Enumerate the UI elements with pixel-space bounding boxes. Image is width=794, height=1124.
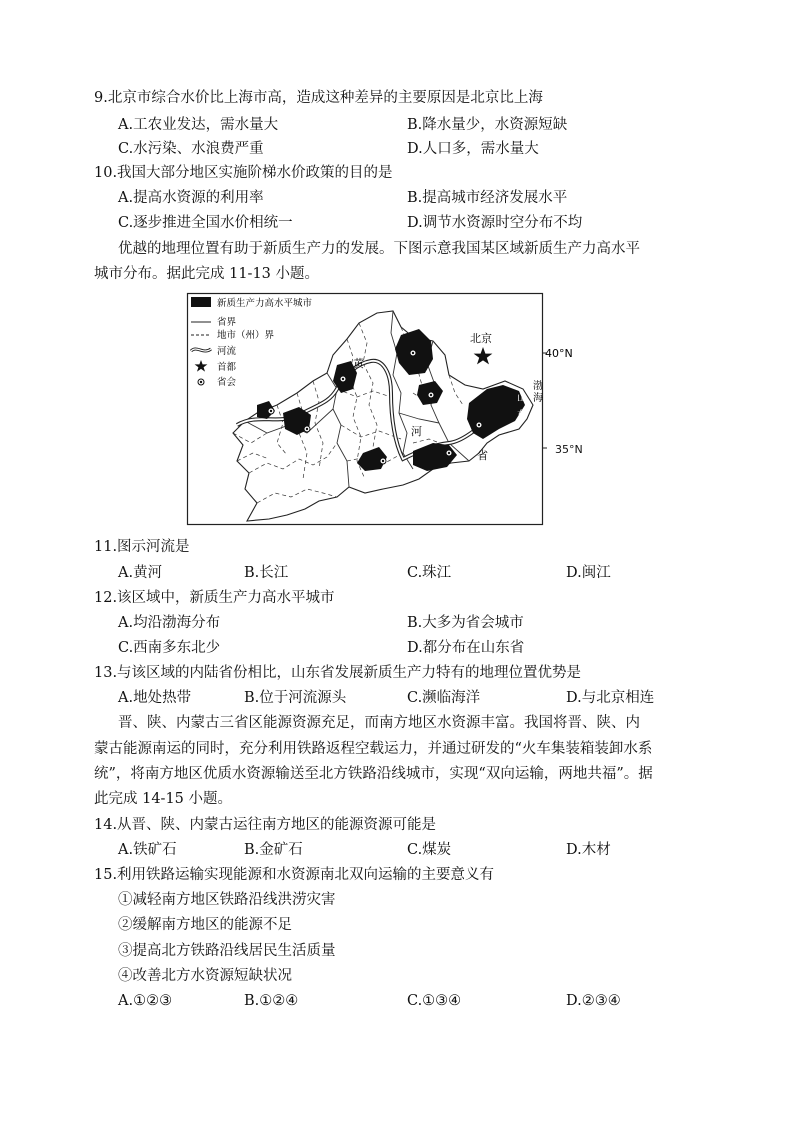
q13-option-d: D.与北京相连 <box>566 690 655 706</box>
map-label-he: 河 <box>411 425 422 438</box>
q10-option-c: C.逐步推进全国水价相统一 <box>118 215 293 231</box>
q9-stem: 9.北京市综合水价比上海市高，造成这种差异的主要原因是北京比上海 <box>94 90 543 106</box>
q15-statement-4: ④改善北方水资源短缺状况 <box>118 968 292 984</box>
q12-stem: 12.该区域中，新质生产力高水平城市 <box>94 590 335 606</box>
legend-city-swatch <box>191 297 211 307</box>
q11-option-a: A.黄河 <box>118 565 163 581</box>
q9-option-b: B.降水量少，水资源短缺 <box>407 117 568 133</box>
q10-option-b: B.提高城市经济发展水平 <box>407 190 568 206</box>
map-label-bohai-1: 渤 <box>533 381 543 392</box>
map-label-shandong-2: 东 <box>517 410 527 421</box>
map-label-sheng: 省 <box>477 449 488 462</box>
map-label-bohai-2: 海 <box>533 393 543 404</box>
q13-option-b: B.位于河流源头 <box>244 690 347 706</box>
q14-option-d: D.木材 <box>566 842 611 858</box>
q10-option-a: A.提高水资源的利用率 <box>118 190 264 206</box>
q14-option-a: A.铁矿石 <box>118 842 177 858</box>
q13-option-c: C.濒临海洋 <box>407 690 481 706</box>
map-label-lat40: 40°N <box>545 347 573 360</box>
legend-province-label: 省界 <box>217 317 237 328</box>
map-label-shandong-1: 山 <box>517 393 527 404</box>
intro2-line4: 此完成 14-15 小题。 <box>94 791 233 807</box>
q15-statement-1: ①减轻南方地区铁路沿线洪涝灾害 <box>118 892 336 908</box>
q14-option-c: C.煤炭 <box>407 842 452 858</box>
q12-option-d: D.都分布在山东省 <box>407 640 525 656</box>
intro2-line3: 统”，将南方地区优质水资源输送至北方铁路沿线城市，实现“双向运输，两地共福”。据 <box>94 766 653 782</box>
q9-option-c: C.水污染、水浪费严重 <box>118 141 264 157</box>
legend-river-label: 河流 <box>217 346 237 357</box>
legend-provcap-label: 省会 <box>217 377 237 388</box>
map-label-huang: 黄 <box>353 357 364 370</box>
q15-statement-3: ③提高北方铁路沿线居民生活质量 <box>118 943 336 959</box>
legend-city-label: 新质生产力高水平城市 <box>217 298 313 309</box>
q10-option-d: D.调节水资源时空分布不均 <box>407 215 583 231</box>
q14-stem: 14.从晋、陕、内蒙古运往南方地区的能源资源可能是 <box>94 817 437 833</box>
q15-option-a: A.①②③ <box>118 993 173 1009</box>
q11-stem: 11.图示河流是 <box>94 539 190 555</box>
q14-option-b: B.金矿石 <box>244 842 303 858</box>
q11-option-c: C.珠江 <box>407 565 452 581</box>
intro2-line1: 晋、陕、内蒙古三省区能源资源充足，而南方地区水资源丰富。我国将晋、陕、内 <box>118 715 640 731</box>
q15-option-d: D.②③④ <box>566 993 621 1009</box>
legend-prefecture-label: 地市（州）界 <box>217 330 275 341</box>
q10-stem: 10.我国大部分地区实施阶梯水价政策的目的是 <box>94 165 393 181</box>
q11-option-d: D.闽江 <box>566 565 611 581</box>
q13-option-a: A.地处热带 <box>118 690 192 706</box>
map-label-lat35: 35°N <box>555 443 583 456</box>
q9-option-d: D.人口多，需水量大 <box>407 141 539 157</box>
q12-option-b: B.大多为省会城市 <box>407 615 524 631</box>
q15-option-b: B.①②④ <box>244 993 299 1009</box>
intro1-line2: 城市分布。据此完成 11-13 小题。 <box>94 266 320 282</box>
q9-option-a: A.工农业发达，需水量大 <box>118 117 279 133</box>
q15-stem: 15.利用铁路运输实现能源和水资源南北双向运输的主要意义有 <box>94 867 495 883</box>
q15-statement-2: ②缓解南方地区的能源不足 <box>118 917 292 933</box>
q13-stem: 13.与该区域的内陆省份相比，山东省发展新质生产力特有的地理位置优势是 <box>94 665 582 681</box>
intro2-line2: 蒙古能源南运的同时，充分利用铁路返程空载运力，并通过研发的“火车集装箱装卸水系 <box>94 741 653 757</box>
intro1-line1: 优越的地理位置有助于新质生产力的发展。下图示意我国某区域新质生产力高水平 <box>118 241 640 257</box>
q15-option-c: C.①③④ <box>407 993 462 1009</box>
map-label-beijing: 北京 <box>470 332 492 345</box>
q11-option-b: B.长江 <box>244 565 289 581</box>
q12-option-c: C.西南多东北少 <box>118 640 221 656</box>
legend-capital-label: 首都 <box>217 362 237 373</box>
q12-option-a: A.均沿渤海分布 <box>118 615 221 631</box>
